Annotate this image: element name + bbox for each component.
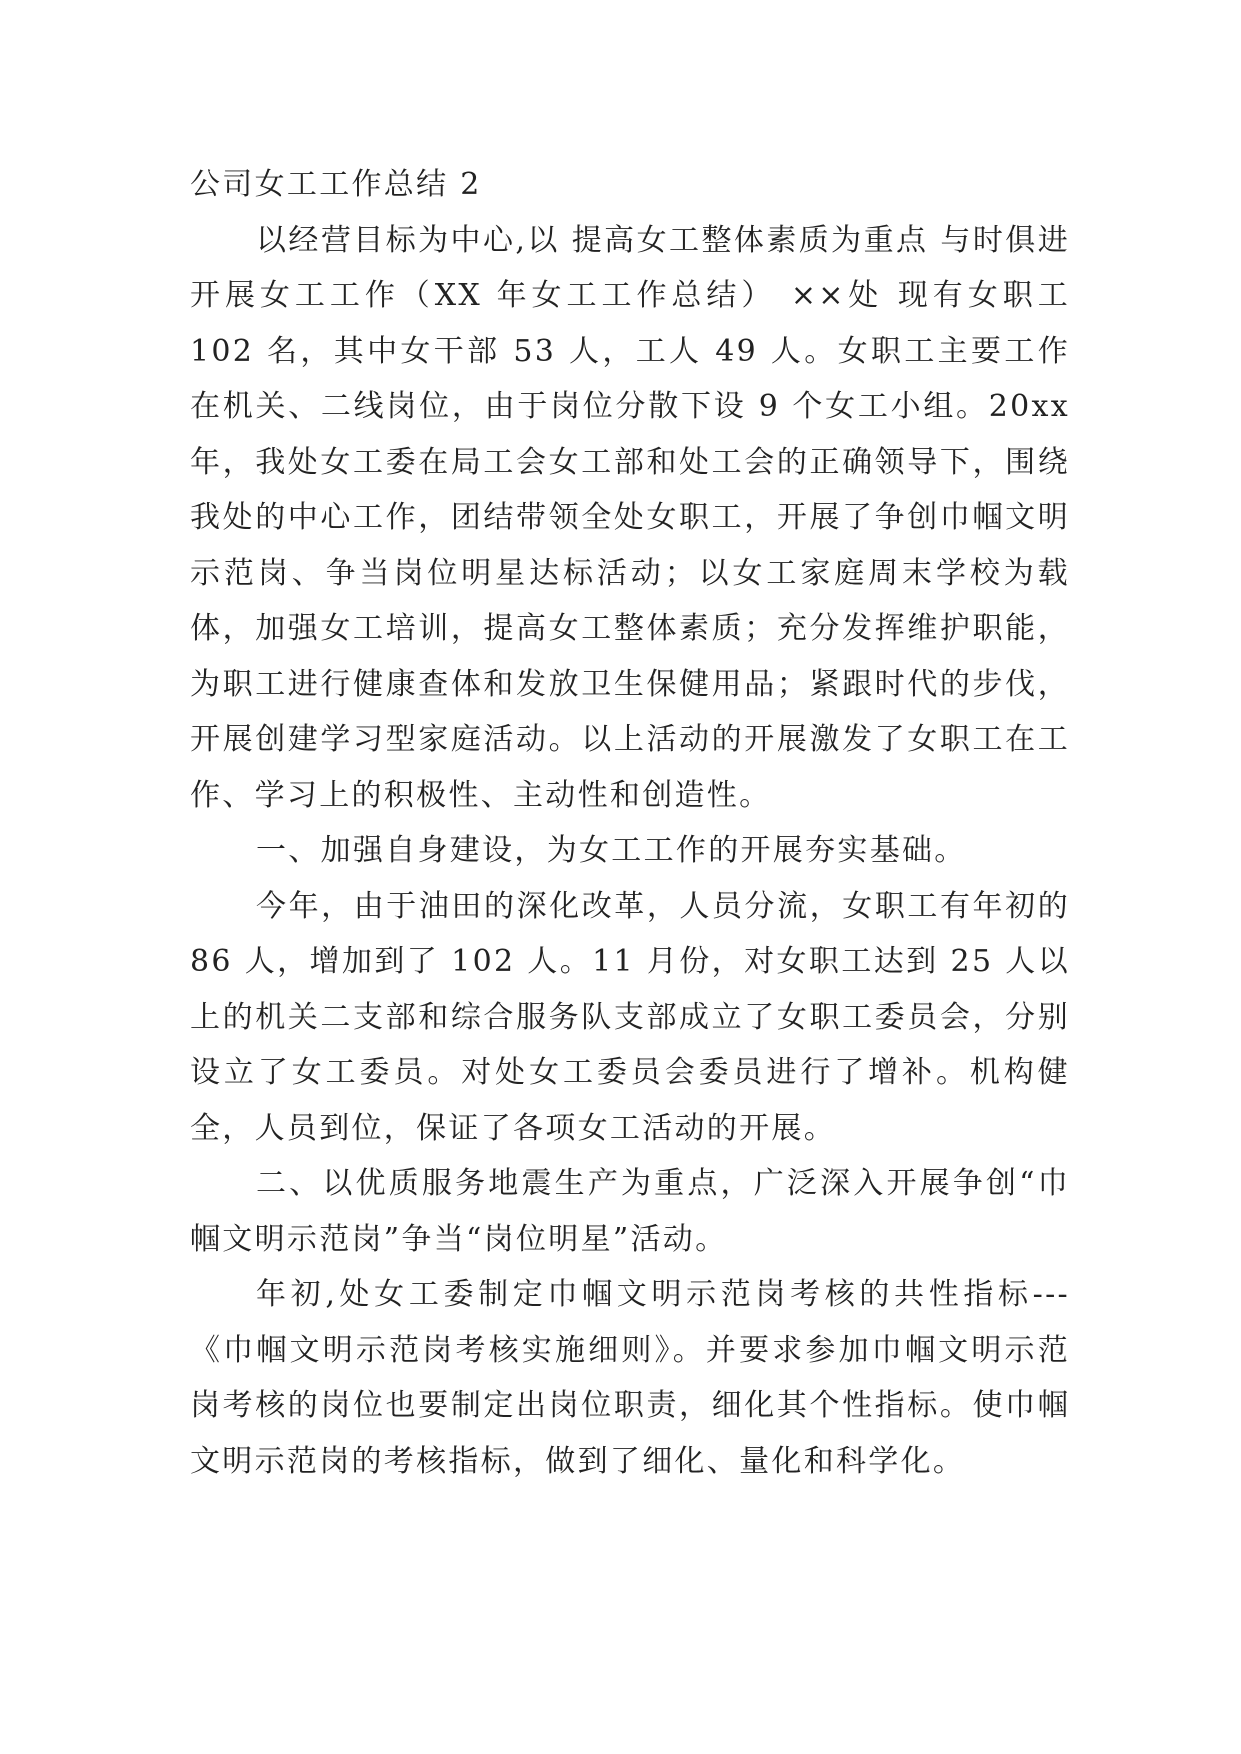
section-heading-1: 一、加强自身建设，为女工工作的开展夯实基础。	[256, 833, 967, 868]
document-body	[190, 157, 1070, 1489]
paragraph-intro: 以经营目标为中心,以 提高女工整体素质为重点 与时俱进开展女工工作（XX 年女工工作总结） ××处 现有女职工 102 名，其中女干部 53 人，工人 49 人。女职工主要工作在机关、二线岗位，由于岗位分散下设 9 个女工小组。20xx 年，我处女工委在局工会女工部和处工会的正确领导下，围绕我处的中心工作，团结带领全处女职工，开展了争创巾帼文明示范岗、争当岗位明星达标活动；以女工家庭周末学校为载体，加强女工培训，提高女工整体素质；充分发挥维护职能，为职工进行健康查体和发放卫生保健用品；紧跟时代的步伐，开展创建学习型家庭活动。以上活动的开展激发了女职工在工作、学习上的积极性、主动性和创造性。	[190, 222, 1070, 813]
document-title: 公司女工工作总结 2	[190, 167, 482, 202]
section-heading-2: 二、以优质服务地震生产为重点，广泛深入开展争创“巾帼文明示范岗”争当“岗位明星”活动。	[190, 1166, 1070, 1257]
paragraph-section-1: 今年，由于油田的深化改革，人员分流，女职工有年初的 86 人，增加到了 102 人。11 月份，对女职工达到 25 人以上的机关二支部和综合服务队支部成立了女职工委员会，分别设立了女工委员。对处女工委员会委员进行了增补。机构健全，人员到位，保证了各项女工活动的开展。	[190, 888, 1070, 1146]
paragraph-section-2: 年初,处女工委制定巾帼文明示范岗考核的共性指标---《巾帼文明示范岗考核实施细则》。并要求参加巾帼文明示范岗考核的岗位也要制定出岗位职责，细化其个性指标。使巾帼文明示范岗的考核指标，做到了细化、量化和科学化。	[190, 1277, 1070, 1479]
